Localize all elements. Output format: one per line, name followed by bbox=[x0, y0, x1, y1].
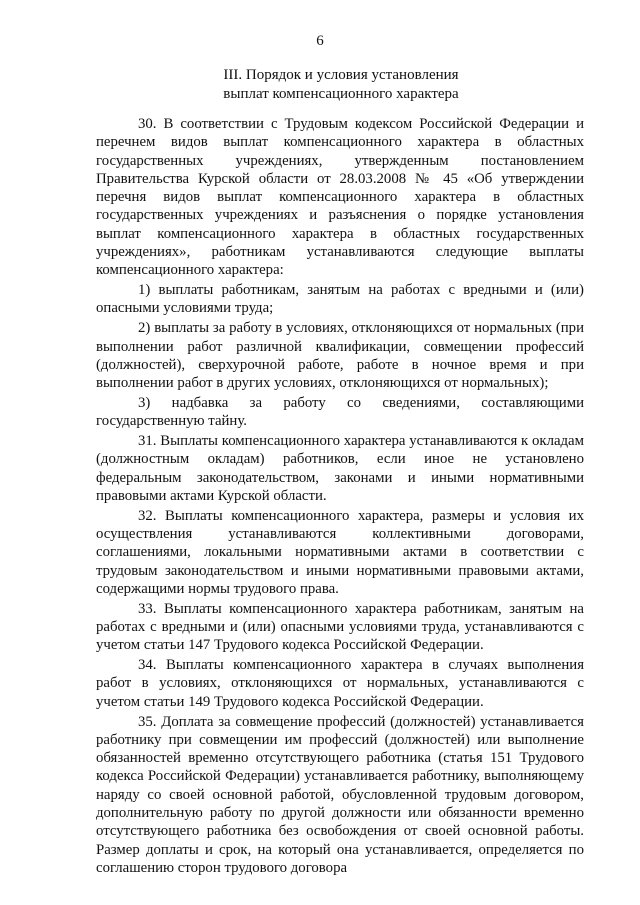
paragraph-30-item-3: 3) надбавка за работу со сведениями, составляющими государственную тайну. bbox=[96, 394, 584, 430]
section-heading-line-2: выплат компенсационного характера bbox=[223, 85, 459, 102]
paragraph-34: 34. Выплаты компенсационного характера в случаях выполнения работ в условиях, отклоняющихся от нормальных, устанавливаются с учетом статьи 149 Трудового кодекса Российской Федерации. bbox=[96, 657, 584, 710]
page-number: 6 bbox=[316, 33, 324, 49]
section-heading-line-1: III. Порядок и условия установления bbox=[223, 67, 459, 83]
paragraph-32: 32. Выплаты компенсационного характера, размеры и условия их осуществления устанавливаются коллективными договорами, соглашениями, локальными нормативными актами в соответствии с трудовым законодательством и иными нормативными правовыми актами, содержащими нормы трудового права. bbox=[96, 507, 584, 597]
section-heading bbox=[96, 66, 586, 103]
paragraph-30-item-1: 1) выплаты работникам, занятым на работах с вредными и (или) опасными условиями труда; bbox=[96, 282, 584, 317]
paragraph-35: 35. Доплата за совмещение профессий (должностей) устанавливается работнику при совмещении им профессий (должностей) или выполнение обязанностей временно отсутствующего работника (статья 151 Трудового кодекса Российской Федерации) устанавливается работнику, выполняющему наряду со своей основной работой, обусловленной трудовым договором, дополнительную работу по другой должности или обязанности временно отсутствующего работника без освобождения от своей основной работы. Размер доплаты и срок, на который она устанавливается, определяется по соглашению сторон трудового договора bbox=[96, 713, 584, 876]
paragraph-30: 30. В соответствии с Трудовым кодексом Российской Федерации и перечнем видов выплат компенсационного характера в областных государственных учреждениях, утвержденным постановлением Правительства Курской области от 28.03.2008 № 45 «Об утверждении перечня видов выплат компенсационного характера в областных государственных учреждениях и разъяснения о порядке установления выплат компенсационного характера в областных государственных учреждениях», работникам устанавливаются следующие выплаты компенсационного характера: bbox=[96, 116, 584, 279]
paragraph-30-item-2: 2) выплаты за работу в условиях, отклоняющихся от нормальных (при выполнении работ различной квалификации, совмещении профессий (должностей), сверхурочной работе, работе в ночное время и при выполнении работ в других условиях, отклоняющихся от нормальных); bbox=[96, 320, 584, 392]
document-body bbox=[96, 115, 584, 879]
paragraph-31: 31. Выплаты компенсационного характера устанавливаются к окладам (должностным окладам) работников, если иное не установлено федеральным законодательством, законами и иными нормативными правовыми актами Курской области. bbox=[96, 433, 584, 504]
paragraph-33: 33. Выплаты компенсационного характера работникам, занятым на работах с вредными и (или) опасными условиями труда, устанавливаются с учетом статьи 147 Трудового кодекса Российской Федерации. bbox=[96, 600, 584, 654]
